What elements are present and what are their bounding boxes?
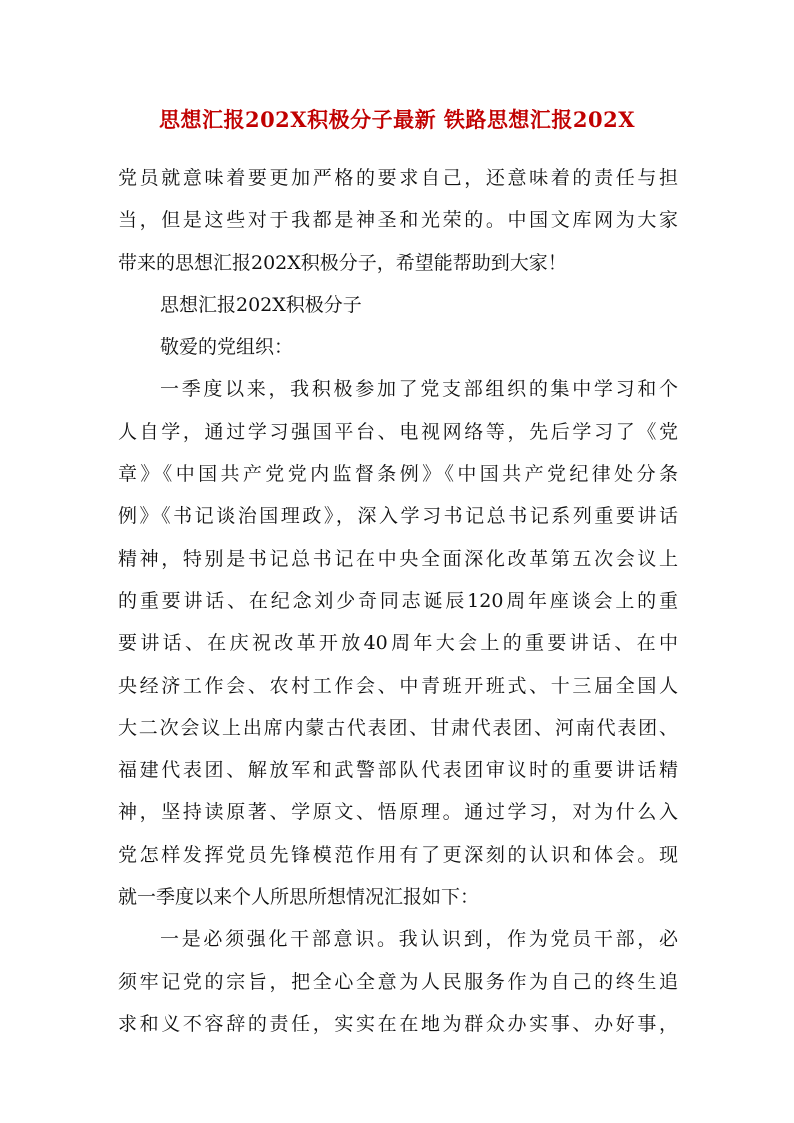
body-line: 党员就意味着要更加严格的要求自己，还意味着的责任与担: [118, 167, 678, 189]
body-line: 福建代表团、解放军和武警部队代表团审议时的重要讲话精: [118, 759, 678, 782]
body-line: 敬爱的党组织：: [160, 336, 294, 359]
body-line: 章》《中国共产党党内监督条例》《中国共产党纪律处分条: [118, 463, 678, 486]
body-line: 思想汇报202X积极分子: [160, 293, 362, 316]
body-line: 就一季度以来个人所思所想情况汇报如下：: [118, 886, 480, 909]
body-line: 要讲话、在庆祝改革开放40周年大会上的重要讲话、在中: [118, 632, 678, 655]
body-line: 的重要讲话、在纪念刘少奇同志诞辰120周年座谈会上的重: [118, 589, 678, 612]
document-body: [118, 157, 678, 1045]
body-line: 带来的思想汇报202X积极分子，希望能帮助到大家！: [118, 251, 567, 274]
body-line: 须牢记党的宗旨，把全心全意为人民服务作为自己的终生追: [118, 970, 678, 993]
body-line: 央经济工作会、农村工作会、中青班开班式、十三届全国人: [118, 674, 678, 697]
body-line: 党怎样发挥党员先锋模范作用有了更深刻的认识和体会。现: [118, 843, 678, 866]
body-line: 神，坚持读原著、学原文、悟原理。通过学习，对为什么入: [118, 801, 678, 824]
body-line: 求和义不容辞的责任，实实在在地为群众办实事、办好事，: [118, 1012, 678, 1035]
body-line: 一季度以来，我积极参加了党支部组织的集中学习和个: [160, 378, 678, 401]
body-line: 一是必须强化干部意识。我认识到，作为党员干部，必: [160, 928, 678, 951]
document-title: 思想汇报202X积极分子最新 铁路思想汇报202X: [158, 107, 636, 132]
body-line: 人自学，通过学习强国平台、电视网络等，先后学习了《党: [118, 420, 678, 443]
body-line: 例》《书记谈治国理政》，深入学习书记总书记系列重要讲话: [118, 505, 678, 528]
body-line: 精神，特别是书记总书记在中央全面深化改革第五次会议上: [118, 547, 678, 570]
body-line: 大二次会议上出席内蒙古代表团、甘肃代表团、河南代表团、: [118, 716, 678, 739]
body-line: 当，但是这些对于我都是神圣和光荣的。中国文库网为大家: [118, 209, 678, 232]
